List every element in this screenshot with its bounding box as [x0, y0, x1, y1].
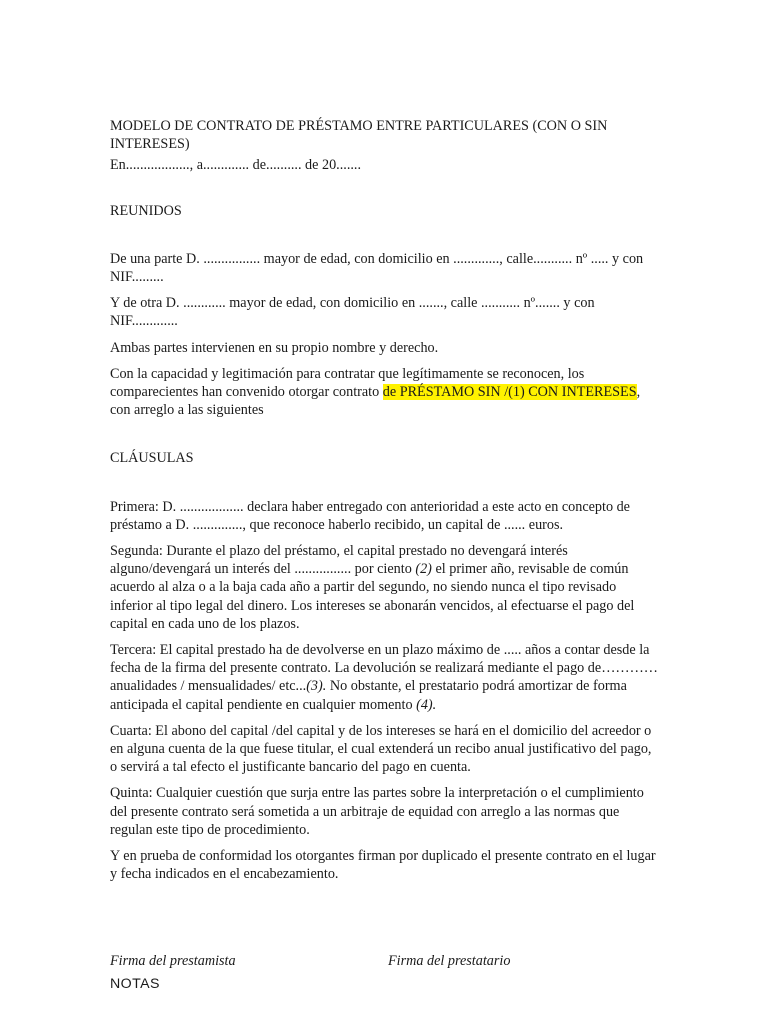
clause-cuarta: Cuarta: El abono del capital /del capital y de los intereses se hará en el domicilio del acreedor o en alguna cuenta de la que fuese titular, el cual extenderá un recibo anual justificativo del pago, o servirá a tal efecto el justificante bancario del pago en cuenta. — [110, 722, 652, 776]
party-one-paragraph: De una parte D. ................ mayor de edad, con domicilio en ............., calle........... nº ..... y con NIF......... — [110, 250, 644, 286]
reunidos-heading: REUNIDOS — [110, 202, 182, 219]
notes-heading: NOTAS — [110, 976, 160, 992]
clause-tercera-text: Tercera: El capital prestado ha de devolverse en un plazo máximo de ..... años a contar desde la fecha de la firma del presente contrato. La devolución se realizará mediante el pago de………… anualidades / mensualidades/ etc... — [110, 642, 658, 695]
loan-type-highlight: de PRÉSTAMO SIN /(1) CON INTERESES — [382, 384, 637, 401]
intervene-paragraph: Ambas partes intervienen en su propio nombre y derecho. — [110, 339, 439, 356]
document-title: MODELO DE CONTRATO DE PRÉSTAMO ENTRE PARTICULARES (CON O SIN INTERESES) — [110, 118, 608, 153]
note-ref-4: (4). — [416, 696, 437, 713]
clause-segunda-text-end: el primer año, revisable de común acuerdo al alza o a la baja cada año a partir del segundo, no siendo nunca el tipo revisado inferior al tipo legal del dinero. Los intereses se abonarán vencidos, al efectuarse el pago del capital en cada uno de los plazos. — [110, 561, 635, 632]
signature-borrower: Firma del prestatario — [388, 953, 511, 969]
clause-segunda-text: Segunda: Durante el plazo del préstamo, el capital prestado no devengará interés alguno/devengará un interés del ................ por ciento — [110, 543, 568, 578]
clause-quinta: Quinta: Cualquier cuestión que surja entre las partes sobre la interpretación o el cumplimiento del presente contrato será sometida a un arbitraje de equidad con arreglo a las normas que regulan este tipo de procedimiento. — [110, 785, 644, 838]
clause-primera: Primera: D. .................. declara haber entregado con anterioridad a este acto en concepto de préstamo a D. .............., que reconoce haberlo recibido, un capital de ...... euros. — [110, 498, 630, 533]
clause-tercera-text-middle: No obstante, el prestatario podrá amortizar de forma anticipada el capital pendiente en cualquier momento — [110, 678, 627, 713]
signature-lender: Firma del prestamista — [110, 953, 236, 969]
closing-paragraph: Y en prueba de conformidad los otorgantes firman por duplicado el presente contrato en el lugar y fecha indicados en el encabezamiento. — [110, 848, 656, 883]
clause-segunda — [110, 542, 658, 633]
note-ref-3: (3). — [306, 678, 327, 695]
signature-block — [110, 952, 658, 972]
document-body — [110, 117, 658, 892]
clause-tercera — [110, 641, 658, 714]
clausulas-heading: CLÁUSULAS — [110, 450, 194, 467]
capacity-text: Con la capacidad y legitimación para contratar que legítimamente se reconocen, los comparecientes han convenido otorgar contrato — [110, 365, 585, 401]
capacity-paragraph — [110, 365, 658, 420]
capacity-text-end: , con arreglo a las siguientes — [110, 384, 641, 419]
date-line: En.................., a............. de.......... de 20....... — [110, 157, 362, 174]
party-two-paragraph: Y de otra D. ............ mayor de edad, con domicilio en ......., calle ........... nº....... y con NIF............. — [110, 295, 595, 330]
note-ref-2: (2) — [415, 561, 432, 578]
